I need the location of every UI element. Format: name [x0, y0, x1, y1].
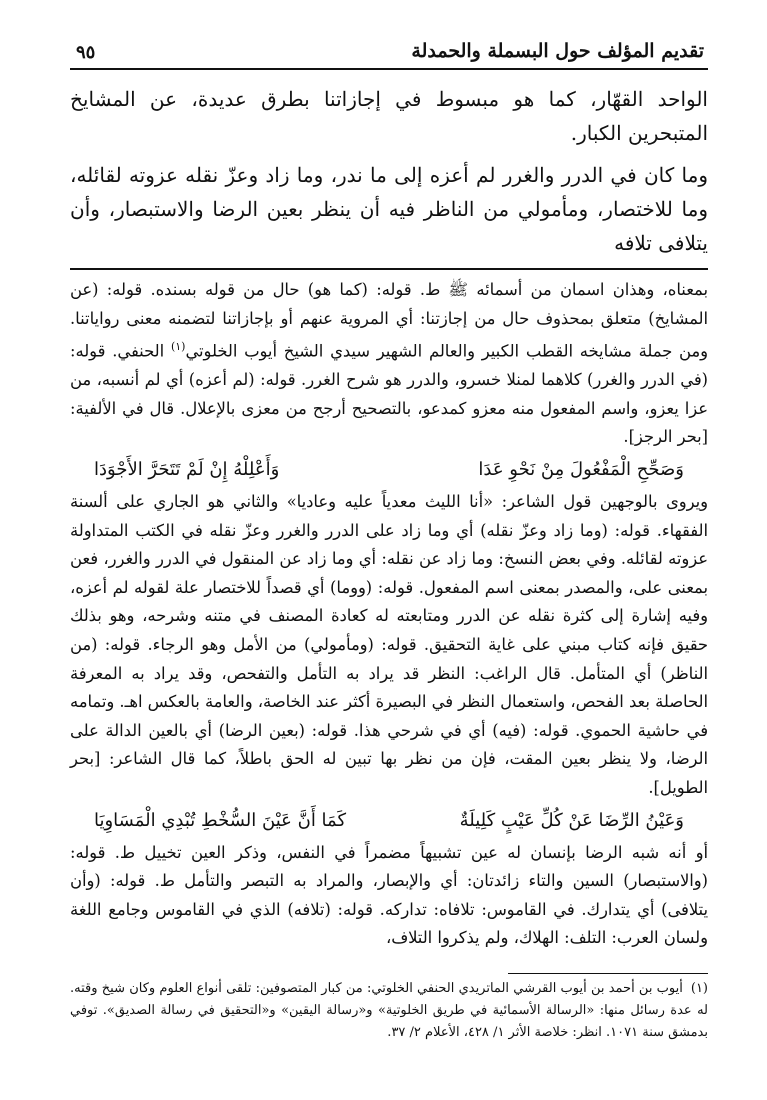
commentary-paragraph-2: ويروى بالوجهين قول الشاعر: «أنا الليث معدياً عليه وعاديا» والثاني هو الجاري على ألسنة الفقهاء. قوله: (وما زاد وعزّ نقله) أي وما زاد على الدرر والغرر وعزّ نقله في الكتب المتداولة عزوته لقائله. وفي بعض النسخ: وما زاد عن نقله: أي وما زاد عن المنقول في الدرر والغرر، فعن بمعنى على، والمصدر بمعنى اسم المفعول. قوله: (ووما) أي قصداً للاختصار علة لقوله لم أعزه، وفيه إشارة إلى كثرة نقله عن الدرر ومتابعته له كعادة المصنف في متنه وشرحه، وهو بذلك حقيق فإنه كتاب مبني على غاية التحقيق. قوله: (ومأمولي) من الأمل وهو الرجاء. قوله: (من الناظر) أي المتأمل. قال الراغب: النظر قد يراد به التأمل والتفحص، وقد يراد به المعرفة الحاصلة بعد الفحص، واستعمال النظر في البصيرة أكثر عند الخاصة، والعامة بالعكس اهـ. وتمامه في حاشية الحموي. قوله: (فيه) أي في شرحي هذا. قوله: (بعين الرضا) أي بالعين الدالة على الرضا، ولا ينظر بعين المقت، فإن من نظر بها تبين له الحق باطلاً، كما قال الشاعر: [بحر الطويل]. — [70, 491, 708, 797]
main-paragraph-1: الواحد القهّار، كما هو مبسوط في إجازاتنا بطرق عديدة، عن المشايخ المتبحرين الكبار. — [70, 87, 708, 145]
footnote-text: أيوب بن أحمد بن أيوب القرشي الماتريدي الحنفي الخلوتي: من كبار المتصوفين: تلقى أنواع العلوم وكان شيخ وقته. له عدة رسائل منها: «الرسالة الأسمائية في طريق الخلوتية» و«رسالة اليقين» و«التحقيق في رسالة الصديق». توفي بدمشق سنة ١٠٧١. انظر: خلاصة الأثر ١/ ٤٢٨، الأعلام ٢/ ٣٧. — [70, 980, 708, 1040]
commentary-text-1: بمعناه، وهذان اسمان من أسمائه ﷺ ط. قوله: (كما هو) حال من قوله بسنده. قوله: (عن المشايخ) متعلق بمحذوف حال من إجازتنا: أي المروية عنهم أو بإجازاتنا لتضمنه معنى رواياتنا. ومن جملة مشايخه القطب الكبير والعالم الشهير سيدي الشيخ أيوب الخلوتي — [70, 280, 709, 361]
page-number: ٩٥ — [76, 42, 96, 63]
verse-2 — [70, 805, 708, 837]
commentary-text-2: الحنفي. قوله: (في الدرر والغرر) كلاهما لمنلا خسرو، والدرر هو شرح الغرر. قوله: (لم أعزه) أي لم أنسبه، من عزا يعزو، واسم المفعول منه معزو كمدعو، بالتصحيح أرجح من معزى بالإعلال. قال في الألفية: [بحر الرجز]. — [70, 341, 708, 447]
footnote-separator — [508, 973, 708, 974]
running-title: تقديم المؤلف حول البسملة والحمدلة — [411, 40, 704, 62]
main-text — [70, 82, 708, 260]
footnotes — [70, 978, 708, 1044]
verse-1-first-hemistich: وَصَحِّحِ الْمَفْعُولَ مِنْ نَحْوِ عَدَا — [478, 458, 684, 480]
footnote-ref[interactable]: (١) — [170, 340, 186, 354]
verse-2-second-hemistich: كَمَا أَنَّ عَيْنَ السُّخْطِ تُبْدِي الْمَسَاوِيَا — [94, 809, 347, 831]
main-paragraph-2: وما كان في الدرر والغرر لم أعزه إلى ما ندر، وما زاد وعزّ نقله عزوته لقائله، وما للاختصار، ومأمولي من الناظر فيه أن ينظر بعين الرضا والاستبصار، وأن يتلافى تلافه — [70, 163, 708, 255]
commentary-paragraph-3: أو أنه شبه الرضا بإنسان له عين تشبيهاً مضمراً في النفس، وذكر العين تخييل ط. قوله: (والاستبصار) السين والتاء زائدتان: أي والإبصار، والمراد به التبصر والتأمل ط. قوله: (وأن يتلافى) أي يتدارك. في القاموس: تلافاه: تداركه. قوله: (تلافه) الذي في القاموس وجامع اللغة ولسان العرب: التلف: الهلاك، ولم يذكروا التلاف، — [70, 842, 708, 948]
verse-2-first-hemistich: وَعَيْنُ الرِّضَا عَنْ كُلِّ عَيْبٍ كَلِيلَةٌ — [459, 809, 684, 831]
page — [70, 32, 708, 1072]
page-header — [70, 32, 708, 70]
commentary — [70, 276, 708, 953]
footnote-number: (١) — [690, 980, 708, 996]
commentary-paragraph-1 — [70, 276, 708, 452]
verse-1 — [70, 454, 708, 486]
verse-1-second-hemistich: وَأَعْلِلْهُ إِنْ لَمْ تَتَحَرَّ الأَجْوَدَا — [94, 458, 280, 480]
commentary-divider — [70, 268, 708, 270]
